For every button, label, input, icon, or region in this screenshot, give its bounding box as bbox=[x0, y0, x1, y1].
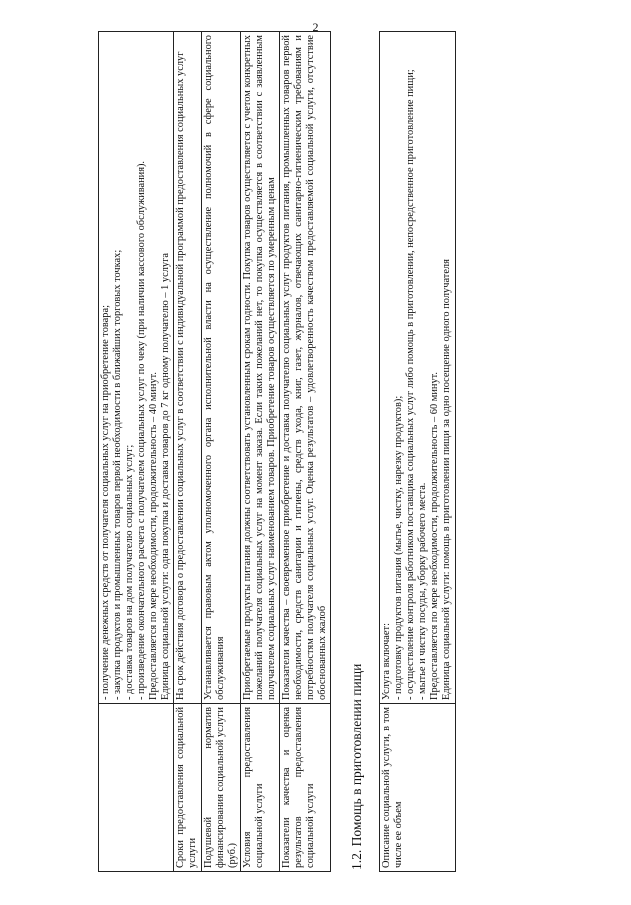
row-label-quality bbox=[279, 704, 330, 872]
value-text: Устанавливается правовым актом уполномоченного органа исполнительной власти на осуществление полномочий в сфере социального обслуживания bbox=[202, 35, 226, 700]
cooking-help-table bbox=[379, 31, 455, 872]
value-text: На срок действия договора о предоставлении социальных услуг в соответствии с индивидуальной программой предоставления социальных услуг bbox=[175, 51, 187, 700]
row-label-description bbox=[380, 704, 455, 872]
service-standard-table bbox=[98, 31, 331, 872]
label-text: Описание социальной услуги, в том числе ее объем bbox=[381, 707, 405, 868]
row-text-terms bbox=[174, 32, 201, 704]
list-item: - получение денежных средств от получателя социальных услуг на приобретение товара; bbox=[100, 305, 111, 700]
list-item: Предоставляется по мере необходимости, продолжительность – 40 минут. bbox=[148, 371, 160, 700]
label-text: Сроки предоставления социальной услуги bbox=[175, 707, 199, 868]
list-item: - осуществление контроля работником поставщика социальных услуг либо помощь в приготовлении, непосредственное приготовление пищи; bbox=[405, 69, 417, 700]
list-item: - произведение окончательного расчета с получателем социальных услуг по чеку (при наличии кассового обслуживания). bbox=[136, 160, 148, 700]
label-text: Показатели качества и оценка результатов предоставления социальной услуги bbox=[280, 707, 316, 868]
table-row bbox=[99, 32, 174, 872]
page-number: 2 bbox=[312, 20, 319, 34]
list-item: - подготовку продуктов питания (мытье, чистку, нарезку продуктов); bbox=[393, 395, 405, 700]
list-item: Предоставляется по мере необходимости, продолжительность – 60 минут. bbox=[429, 371, 441, 700]
table-row bbox=[240, 32, 279, 872]
row-label-terms bbox=[174, 704, 201, 872]
row-text-description bbox=[380, 32, 455, 704]
table-row bbox=[380, 32, 455, 872]
list-item: - мытье и чистку посуды, уборку рабочего места. bbox=[417, 482, 429, 700]
label-text: Условия предоставления социальной услуги bbox=[241, 707, 265, 868]
table-row bbox=[174, 32, 201, 872]
list-item: - доставка товаров на дом получателю социальных услуг; bbox=[124, 444, 136, 700]
rotated-page-content bbox=[98, 32, 631, 872]
row-label-financing bbox=[201, 704, 240, 872]
list-item: Единица социальной услуги: помощь в приготовлении пищи за одно посещение одного получателя bbox=[441, 259, 453, 700]
row-text-quality bbox=[279, 32, 330, 704]
label-text: Подушевой норматив финансирования социальной услуги (руб.) bbox=[202, 707, 238, 868]
table-row bbox=[279, 32, 330, 872]
section-title: 1.2. Помощь в приготовлении пищи bbox=[349, 663, 365, 870]
row-text-conditions bbox=[240, 32, 279, 704]
row-text-financing bbox=[201, 32, 240, 704]
table-cell-description bbox=[99, 32, 174, 704]
table-cell-empty bbox=[99, 704, 174, 872]
value-text: Показатели качества – своевременное приобретение и доставка получателю социальных услуг продуктов питания, промышленных товаров первой необходимости, средств санитарии и гигиены, средств ухода, книг, газет, журналов, отвечающих санитарно-гигиеническим требованиям и потребностям получателя социальных услуг. Оценка результатов – удовлетворенность качеством предоставляемой социальной услуги, отсутствие обоснованных жалоб bbox=[280, 35, 329, 700]
table-row bbox=[201, 32, 240, 872]
list-item: Услуга включает: bbox=[381, 623, 393, 700]
list-item: - закупка продуктов и промышленных товаров первой необходимости в ближайших торговых точках; bbox=[112, 249, 124, 700]
value-text: Приобретаемые продукты питания должны соответствовать установленным срокам годности. Покупка товаров осуществляется с учетом конкретных пожеланий получателя социальных услуг на момент заказа. Если таких пожеланий нет, то покупка осуществляется в соответствии с заявленным получателем социальных услуг наименованием товаров. Приобретение товаров осуществляется по умеренным ценам bbox=[241, 35, 277, 700]
row-label-conditions bbox=[240, 704, 279, 872]
list-item: Единица социальной услуги: одна покупка и доставка товаров до 7 кг одному получателю – 1 услуга bbox=[160, 253, 172, 700]
